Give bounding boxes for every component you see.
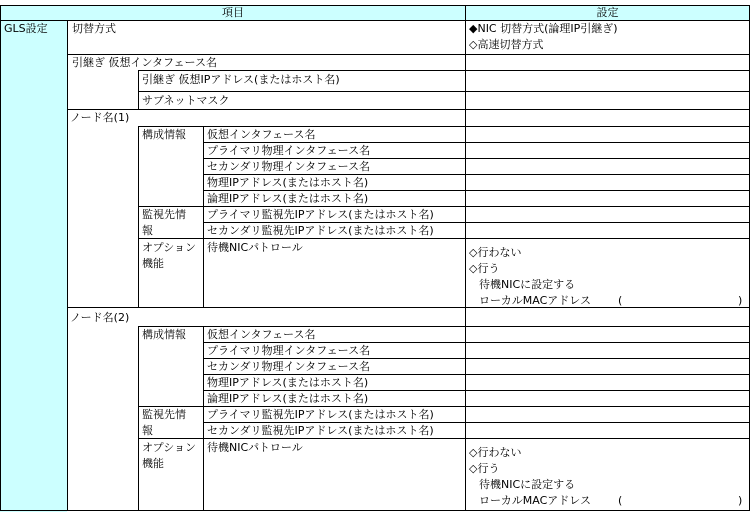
node-1-config-item: プライマリ物理インタフェース名 [207,144,371,157]
node-2-monitor-item: セカンダリ監視先IPアドレス(またはホスト名) [207,424,434,437]
node-1-monitor-item: セカンダリ監視先IPアドレス(またはホスト名) [207,224,434,237]
node-2-option-item: 待機NICパトロール [207,441,303,454]
node-1-option-value: ◇行う [469,262,500,275]
node-1-mac-close-paren: ) [738,294,743,307]
node-1-option-value: 待機NICに設定する [479,278,576,291]
node-2-config-item: セカンダリ物理インタフェース名 [207,360,371,373]
node-2-option-value: ◇行わない [469,446,522,459]
node-1-config-label: 構成情報 [142,128,186,141]
node-2-config-label: 構成情報 [142,328,186,341]
node-1-monitor-label: 監視先情 [142,208,186,221]
node-1-config-item: 物理IPアドレス(またはホスト名) [207,176,369,189]
switching-option-fast: ◇高速切替方式 [469,38,544,51]
node-2-option-label: オプション [142,441,197,454]
node-2-config-item: プライマリ物理インタフェース名 [207,344,371,357]
node-2-mac-open-paren: ( [618,494,623,507]
node-2-monitor-label: 監視先情 [142,408,186,421]
header-setting-label: 設定 [596,6,619,19]
node-2-mac-close-paren: ) [738,494,743,507]
switching-method-label: 切替方式 [72,22,116,35]
node-1-option-item: 待機NICパトロール [207,241,303,254]
node-2-option-label: 機能 [142,457,164,470]
node-1-option-label: オプション [142,241,197,254]
takeover-interface-label: 引継ぎ 仮想インタフェース名 [72,56,217,69]
node-2-config-item: 仮想インタフェース名 [207,328,316,341]
section-label-background [0,20,67,512]
node-2-config-item: 物理IPアドレス(またはホスト名) [207,376,369,389]
takeover-ip-label: 引継ぎ 仮想IPアドレス(またはホスト名) [142,73,340,86]
node-1-config-item: 仮想インタフェース名 [207,128,316,141]
node-1-option-label: 機能 [142,257,164,270]
node-2-monitor-item: プライマリ監視先IPアドレス(またはホスト名) [207,408,434,421]
subnet-mask-label: サブネットマスク [142,94,230,107]
node-2-config-item: 論理IPアドレス(またはホスト名) [207,392,369,405]
node-1-monitor-item: プライマリ監視先IPアドレス(またはホスト名) [207,208,434,221]
node-2-monitor-label: 報 [142,424,153,437]
node-2-option-value: 待機NICに設定する [479,478,576,491]
node-1-config-item: セカンダリ物理インタフェース名 [207,160,371,173]
node-1-option-value: ローカルMACアドレス [479,294,591,307]
gls-section-label: GLS設定 [4,22,48,35]
node-1-mac-open-paren: ( [618,294,623,307]
node-1-option-value: ◇行わない [469,246,522,259]
node-2-option-value: ◇行う [469,462,500,475]
node-1-title: ノード名(1) [70,111,130,124]
switching-option-nic: ◆NIC 切替方式(論理IP引継ぎ) [469,22,618,35]
node-2-title: ノード名(2) [70,311,130,324]
node-1-monitor-label: 報 [142,224,153,237]
node-1-config-item: 論理IPアドレス(またはホスト名) [207,192,369,205]
header-item-label: 項目 [222,6,244,19]
node-2-option-value: ローカルMACアドレス [479,494,591,507]
